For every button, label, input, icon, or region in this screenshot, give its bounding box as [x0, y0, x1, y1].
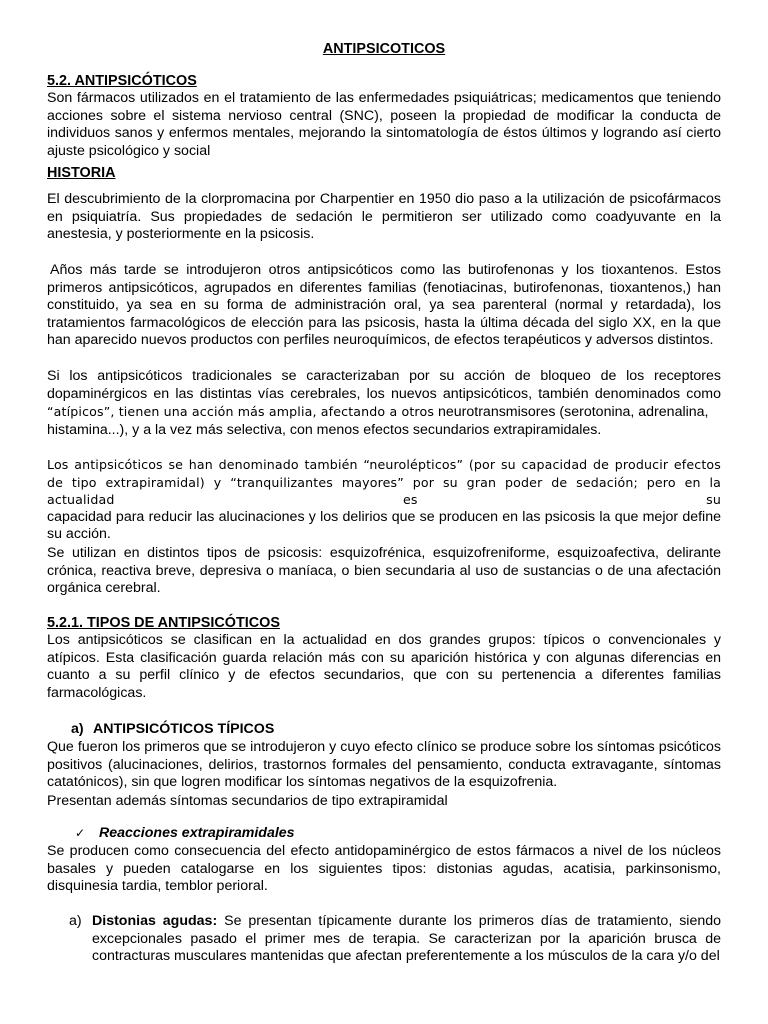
tipicos-paragraph-1: Que fueron los primeros que se introdujeron y cuyo efecto clínico se produce sobre los síntomas psicóticos positivos (alucinaciones, delirios, trastornos formales del pensamiento, conducta extravagante, síntomas catatónicos), sin que logren modificar los síntomas negativos de la esquizofrenia.: [47, 739, 721, 791]
historia-paragraph-2: Años más tarde se introdujeron otros antipsicóticos como las butirofenonas y los tioxantenos. Estos primeros antipsicóticos, agrupados en diferentes familias (fenotiacinas, butirofenonas, tioxantenos,) han constituido, ya sea en su forma de administración oral, ya sea parenteral (normal y retardada), los tratamientos farmacológicos de elección para las psicosis, hasta la última década del siglo XX, en la que han aparecido nuevos productos con perfiles neuroquímicos, de efectos terapéuticos y adversos distintos.: [47, 262, 721, 349]
intro-paragraph: Son fármacos utilizados en el tratamiento de las enfermedades psiquiátricas; medicamentos que teniendo acciones sobre el sistema nervioso central (SNC), poseen la propiedad de modificar la conducta de individuos sanos y enfermos mentales, mejorando la sintomatología de éstos últimos y logrando así cierto ajuste psicológico y social: [47, 90, 721, 159]
tipicos-heading: ANTIPSICÓTICOS TÍPICOS: [93, 721, 275, 737]
tipicos-label: a): [71, 721, 84, 737]
distonias-text: Se presentan típicamente durante los primeros días de tratamiento, siendo excepcionales pasado el primer mes de terapia. Se caracterizan por la aparición brusca de contracturas musculares mantenidas que afectan preferentemente a los músculos de la cara y/o del: [92, 913, 722, 965]
historia-paragraph-3: [47, 368, 721, 439]
distonias-term: Distonias agudas:: [92, 913, 218, 929]
historia-paragraph-3-end: neurotransmisores (serotonina, adrenalina, histamina...), y a la vez más selectiva, con menos efectos secundarios extrapiramidales.: [47, 404, 709, 438]
reacciones-subheading: [47, 825, 721, 843]
checkmark-icon: ✓: [75, 826, 86, 840]
historia-paragraph-1: El descubrimiento de la clorpromacina por Charpentier en 1950 dio paso a la utilización de psicofármacos en psiquiatría. Sus propiedades de sedación le permitieron ser utilizado como coadyuvante en la anestesia, y posteriormente en la psicosis.: [47, 191, 721, 243]
historia-paragraph-4: [47, 456, 721, 544]
tipicos-paragraph-2: Presentan además síntomas secundarios de tipo extrapiramidal: [47, 793, 448, 809]
distonias-item: [47, 913, 721, 966]
tipos-paragraph: Los antipsicóticos se clasifican en la actualidad en dos grandes grupos: típicos o convencionales y atípicos. Esta clasificación guarda relación más con su aparición histórica y con algunas diferencias en cuanto a su perfil clínico y de efectos secundarios, que con su pertenencia a diferentes familias farmacológicas.: [47, 632, 721, 701]
tipos-heading: 5.2.1. TIPOS DE ANTIPSICÓTICOS: [47, 615, 280, 631]
reacciones-heading: Reacciones extrapiramidales: [99, 825, 295, 841]
historia-paragraph-5: Se utilizan en distintos tipos de psicosis: esquizofrénica, esquizofreniforme, esquizoafectiva, delirante crónica, reactiva breve, depresiva o maníaca, o bien secundaria al uso de sustancias o de una afectación orgánica cerebral.: [47, 545, 721, 597]
distonias-body: [92, 913, 721, 966]
historia-heading: HISTORIA: [47, 165, 116, 181]
historia-paragraph-4-start: Los antipsicóticos se han denominado también “neurolépticos” (por su capacidad de producir efectos de tipo extrapiramidal) y “tranquilizantes mayores” por su gran poder de sedación; pero en la actualidad es su: [47, 457, 721, 508]
historia-paragraph-3-start: Si los antipsicóticos tradicionales se caracterizaban por su acción de bloqueo de los receptores dopaminérgicos en las distintas vías cerebrales, los nuevos antipsicóticos, también denominados como: [47, 368, 721, 402]
tipicos-subheading: [47, 721, 721, 739]
historia-paragraph-4-end: capacidad para reducir las alucinaciones y los delirios que se producen en las psicosis la que mejor define su acción.: [47, 508, 721, 543]
historia-paragraph-3-atipicos: “atípicos”, tienen una acción más amplia, afectando a otros: [47, 404, 435, 420]
reacciones-paragraph: Se producen como consecuencia del efecto antidopaminérgico de estos fármacos a nivel de los núcleos basales y pueden catalogarse en los siguientes tipos: distonias agudas, acatisia, parkinsonismo, disquinesia tardia, temblor perioral.: [47, 843, 721, 895]
distonias-label: a): [69, 913, 82, 929]
document-title: ANTIPSICOTICOS: [322, 41, 446, 57]
section-heading: 5.2. ANTIPSICÓTICOS: [47, 73, 197, 89]
